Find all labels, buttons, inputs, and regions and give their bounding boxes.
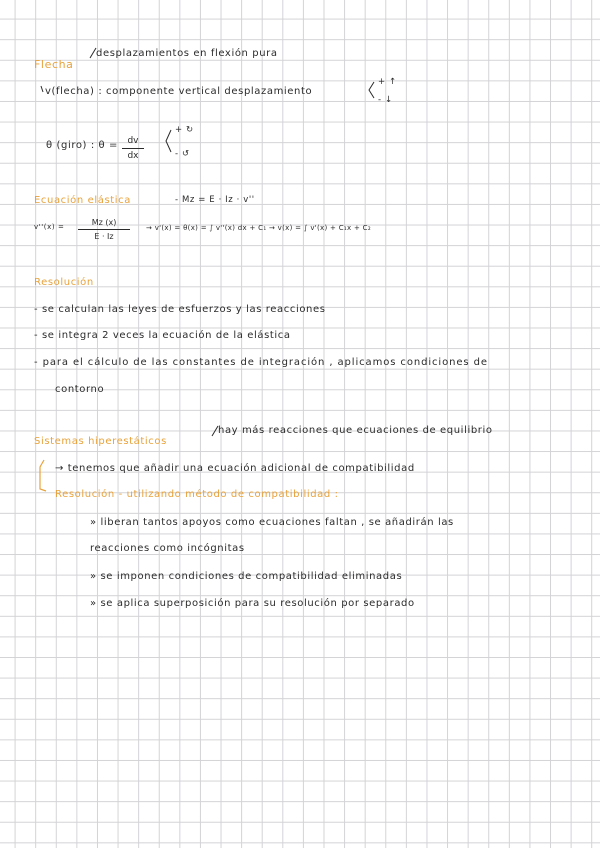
flecha-theta-sign-negative: - ↺ (175, 149, 190, 159)
flecha-heading: Flecha (34, 58, 74, 71)
hiper-bullet: » liberan tantos apoyos como ecuaciones faltan , se añadirán las (90, 517, 454, 528)
flecha-v-definition: v(flecha) : componente vertical desplazamiento (45, 86, 313, 97)
v-sign-bracket (369, 82, 374, 98)
resolucion-step: - para el cálculo de las constantes de integración , aplicamos condiciones de (34, 357, 488, 368)
flecha-subtitle: desplazamientos en flexión pura (96, 48, 278, 59)
hiper-method-heading: Resolución - utilizando método de compatibilidad : (55, 489, 339, 500)
hiper-bullet: » se aplica superposición para su resolución por separado (90, 598, 415, 609)
flecha-theta-definition: θ (giro) : θ = (46, 140, 119, 151)
flecha-tick-mark (41, 86, 43, 92)
ecuacion-fraction (78, 218, 130, 241)
flecha-theta-numerator: dv (127, 136, 139, 146)
resolucion-heading: Resolución (34, 277, 94, 288)
ecuacion-lhs: v''(x) = (34, 223, 65, 231)
resolucion-step-continuation: contorno (55, 384, 105, 395)
ecuacion-denominator: E · Iz (94, 232, 114, 241)
flecha-v-sign-negative: - ↓ (378, 95, 393, 105)
resolucion-step: - se calculan las leyes de esfuerzos y las reacciones (34, 304, 326, 315)
theta-sign-bracket (166, 130, 171, 152)
ecuacion-heading: Ecuación elástica (34, 195, 131, 206)
ecuacion-integration-chain: → v'(x) = θ(x) = ∫ v''(x) dx + C₁ → v(x) = ∫ v'(x) + C₁x + C₂ (146, 224, 371, 232)
ecuacion-numerator: Mz (x) (91, 218, 117, 227)
flecha-theta-fraction (122, 136, 144, 161)
fraction-bar (122, 148, 144, 149)
hiper-compatibility-line: → tenemos que añadir una ecuación adicional de compatibilidad (55, 463, 415, 474)
flecha-v-sign-positive: + ↑ (378, 77, 397, 87)
hiper-subtitle: hay más reacciones que ecuaciones de equilibrio (218, 425, 493, 436)
hiper-bullet-continuation: reacciones como incógnitas (90, 543, 245, 554)
resolucion-step: - se integra 2 veces la ecuación de la elástica (34, 330, 291, 341)
fraction-bar (78, 229, 130, 230)
flecha-theta-sign-positive: + ↻ (175, 125, 194, 135)
hiper-bullet: » se imponen condiciones de compatibilidad eliminadas (90, 571, 403, 582)
hiper-bracket-mark (40, 460, 46, 491)
hiper-heading: Sistemas hiperestáticos (34, 436, 167, 447)
ecuacion-formula: - Mz = E · Iz · v'' (175, 195, 255, 205)
flecha-theta-denominator: dx (127, 151, 139, 161)
